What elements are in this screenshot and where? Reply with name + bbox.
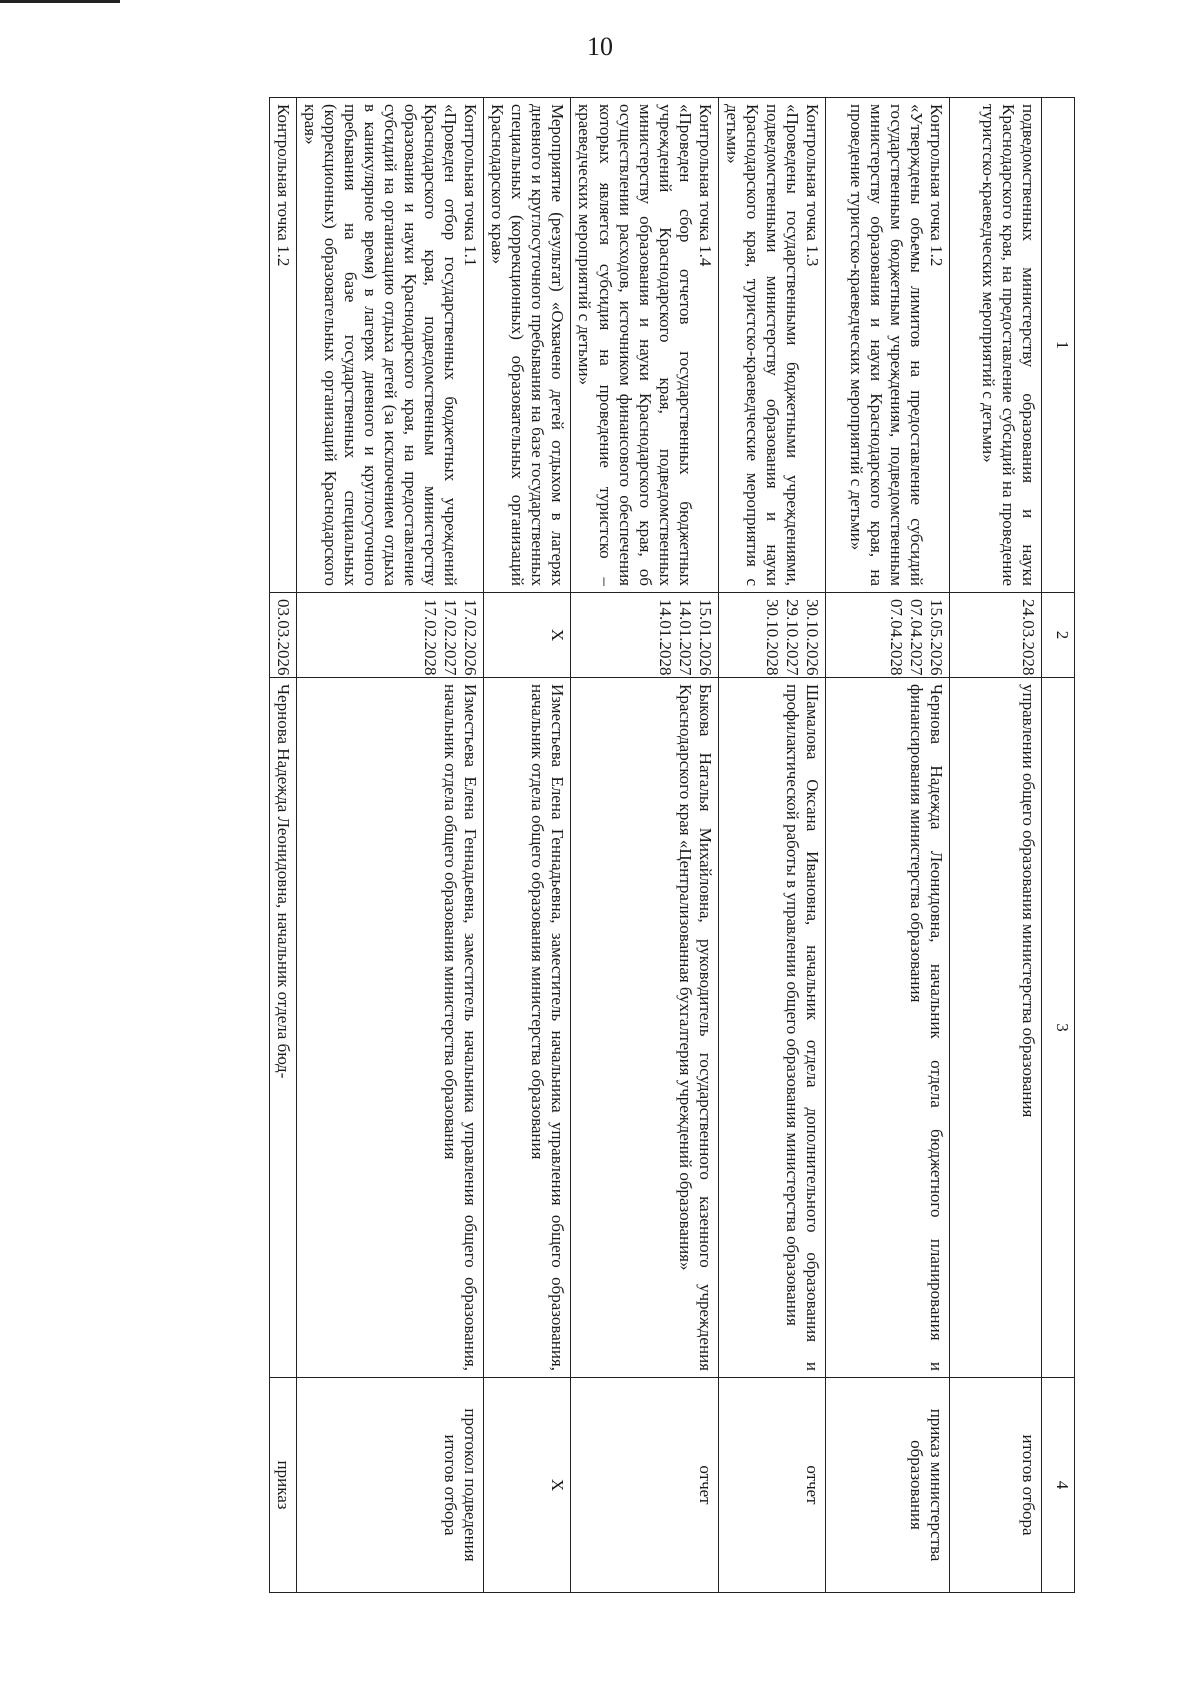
- cell-responsible: управлении общего образования министерства образования: [950, 678, 1042, 1378]
- cell-dates: [826, 593, 950, 678]
- header-col-4: 4: [1042, 1378, 1075, 1593]
- date-value: 30.10.2026: [803, 599, 822, 676]
- cell-document-type: приказ: [269, 1378, 296, 1593]
- event-text-line: Контрольная точка 1.4: [695, 104, 715, 267]
- cell-responsible: Изместьева Елена Геннадьевна, заместитель начальника управления общего образования, начальник отдела общего образования министерства образования: [296, 678, 483, 1378]
- cell-responsible: Изместьева Елена Геннадьевна, заместитель начальника управления общего образования, начальник отдела общего образования министерства образования: [484, 678, 571, 1378]
- event-text-line: Мероприятие (результат) «Охвачено детей отдыхом в лагерях дневного и круглосуточного пребывания на базе государственных специальных (коррекционных) образовательных организаций Краснодарского края»: [488, 104, 568, 586]
- table-row: [950, 98, 1042, 1593]
- cell-dates: [718, 593, 825, 678]
- date-value: 03.03.2026: [273, 599, 293, 676]
- date-value: 15.01.2026: [695, 599, 715, 676]
- date-value: 14.01.2027: [675, 599, 695, 676]
- date-value: 30.10.2028: [762, 599, 782, 676]
- header-col-2: 2: [1042, 593, 1075, 678]
- header-row: [1042, 98, 1075, 1593]
- cell-dates: [484, 593, 571, 678]
- date-value: 15.05.2026: [927, 599, 946, 676]
- date-value: 07.04.2028: [886, 599, 906, 676]
- event-text-line: Контрольная точка 1.1: [461, 104, 481, 267]
- event-text-line: «Проведен отбор государственных бюджетных учреждений Краснодарского края, подведомственным министерству образования и науки Краснодарского края, на предоставление субсидий на организацию отдыха детей (за исключением отдыха в каникулярное время) в лагерях дневного и круглосуточного пребывания на базе государственных специальных (коррекционных) образовательных организаций Краснодарского края»: [300, 104, 461, 586]
- cell-event-description: [269, 98, 296, 593]
- event-text-line: Контрольная точка 1.2: [273, 104, 293, 267]
- table-body: [269, 98, 1041, 1593]
- date-value: 29.10.2027: [782, 599, 802, 676]
- cell-dates: [571, 593, 718, 678]
- cell-event-description: [826, 98, 950, 593]
- event-text-line: Контрольная точка 1.3: [803, 104, 822, 267]
- date-value: X: [548, 628, 568, 642]
- date-value: 14.01.2028: [655, 599, 675, 676]
- cell-document-type: X: [484, 1378, 571, 1593]
- table-row: [826, 98, 950, 1593]
- table-row: [571, 98, 718, 1593]
- cell-document-type: приказ министерства образования: [826, 1378, 950, 1593]
- date-value: 17.02.2027: [441, 599, 461, 676]
- date-value: 17.02.2028: [421, 599, 441, 676]
- cell-event-description: [950, 98, 1042, 593]
- table-row: [718, 98, 825, 1593]
- cell-responsible: Быкова Наталья Михайловна, руководитель государственного казенного учреждения Краснодарского края «Централизованная бухгалтерия учреждений образования»: [571, 678, 718, 1378]
- event-text-line: подведомственных министерству образования и науки Краснодарского края, на предоставление субсидий на проведение туристско-краеведческих мероприятий с детьми»: [978, 104, 1038, 586]
- table-row: [484, 98, 571, 1593]
- header-col-3: 3: [1042, 678, 1075, 1378]
- cell-document-type: отчет: [718, 1378, 825, 1593]
- table-row: [269, 98, 296, 1593]
- cell-responsible: Чернова Надежда Леонидовна, начальник отдела бюд-: [269, 678, 296, 1378]
- scan-corner-mark: [0, 0, 120, 3]
- cell-document-type: итогов отбора: [950, 1378, 1042, 1593]
- date-value: 17.02.2026: [461, 599, 481, 676]
- cell-event-description: [718, 98, 825, 593]
- event-text-line: Контрольная точка 1.2: [927, 104, 946, 267]
- cell-dates: [296, 593, 483, 678]
- cell-responsible: Шамалова Оксана Ивановна, начальник отдела дополнительного образования и профилактической работы в управлении общего образования министерства образования: [718, 678, 825, 1378]
- cell-dates: [269, 593, 296, 678]
- plan-table: [269, 97, 1075, 1593]
- cell-event-description: [296, 98, 483, 593]
- cell-event-description: [571, 98, 718, 593]
- date-value: 24.03.2028: [1019, 599, 1038, 676]
- cell-responsible: Чернова Надежда Леонидовна, начальник отдела бюджетного планирования и финансирования министерства образования: [826, 678, 950, 1378]
- page-number: 10: [587, 32, 613, 61]
- event-text-line: «Проведены государственными бюджетными учреждениями, подведомственными министерству образования и науки Краснодарского края, туристско-краеведческие мероприятия с детьми»: [722, 104, 802, 586]
- cell-event-description: [484, 98, 571, 593]
- event-text-line: «Утверждены объемы лимитов на предоставление субсидий государственным бюджетным учреждениям, подведомственным министерству образования и науки Краснодарского края, на проведение туристско-краеведческих мероприятий с детьми»: [846, 104, 926, 586]
- cell-document-type: протокол подведения итогов отбора: [296, 1378, 483, 1593]
- event-text-line: «Проведен сбор отчетов государственных бюджетных учреждений Краснодарского края, подведомственных министерству образования и науки Краснодарского края, об осуществлении расходов, источником финансового обеспечения которых является субсидия на проведение туристско – краеведческих мероприятий с детьми»: [575, 104, 695, 586]
- rotated-table-page: [163, 97, 1075, 1592]
- cell-document-type: отчет: [571, 1378, 718, 1593]
- cell-dates: [950, 593, 1042, 678]
- header-col-1: 1: [1042, 98, 1075, 593]
- date-value: 07.04.2027: [906, 599, 926, 676]
- table-row: [296, 98, 483, 1593]
